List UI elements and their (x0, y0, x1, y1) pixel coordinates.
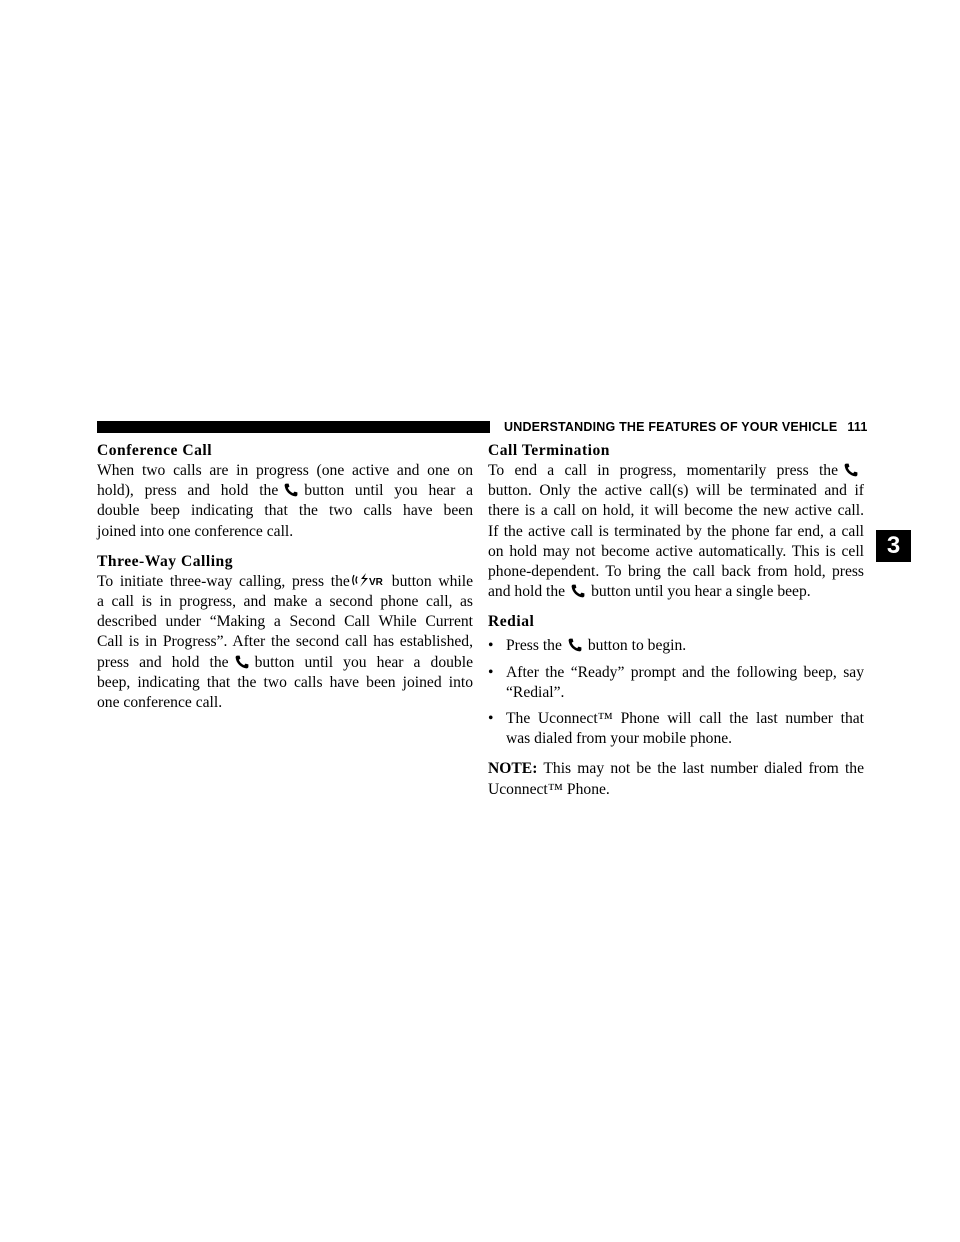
bullet: • (488, 663, 494, 681)
text-line: “Redial”. (506, 683, 565, 701)
text-line: Call is in Progress”. After the second call has established, (97, 633, 473, 651)
left-column (97, 441, 473, 713)
text-line: on hold may not become active automatically. This is cell (488, 542, 864, 560)
phone-icon (571, 584, 585, 598)
right-column (488, 441, 864, 800)
paragraph-three-way-calling (97, 572, 473, 713)
header-rule (97, 421, 490, 433)
text-line: If the active call is terminated by the phone far end, a call (488, 522, 864, 540)
text-line (488, 759, 864, 779)
bullet: • (488, 637, 494, 655)
header-title: UNDERSTANDING THE FEATURES OF YOUR VEHICLE (504, 420, 838, 434)
vr-icon-label: VR (368, 576, 383, 588)
section-tab: 3 (876, 530, 911, 562)
text-line: button. Only the active call(s) will be terminated and if (488, 482, 864, 500)
paragraph-call-termination (488, 461, 864, 602)
text-line: one conference call. (97, 694, 223, 712)
text-span: Press the (506, 637, 562, 655)
running-header (504, 418, 870, 436)
text-line: After the “Ready” prompt and the following beep, say (506, 663, 864, 681)
list-item (488, 709, 864, 749)
list-item (488, 663, 864, 703)
text-span: This may not be the last number dialed from the (543, 760, 864, 778)
heading-call-termination: Call Termination (488, 442, 610, 459)
text-span: button until you hear a double (254, 653, 473, 671)
phone-icon (284, 483, 298, 497)
text-span: To end a call in progress, momentarily press the (488, 462, 838, 479)
bullet: • (488, 710, 494, 728)
text-line: there is a call on hold, it will become the new active call. (488, 502, 864, 520)
text-line: joined into one conference call. (97, 522, 294, 540)
text-line: double beep indicating that the two calls have been (97, 502, 473, 520)
text-line (97, 653, 473, 673)
note (488, 759, 864, 799)
text-line: The Uconnect™ Phone will call the last number that (506, 710, 864, 728)
phone-icon (568, 638, 582, 652)
text-span: and hold the (488, 583, 566, 601)
page-number: 111 (847, 420, 868, 434)
text-span: button to begin. (587, 637, 687, 655)
voice-recognition-icon (352, 572, 388, 588)
text-line: a call is in progress, and make a second phone call, as (97, 593, 473, 611)
text-line: beep, indicating that the two calls have been joined into (97, 673, 473, 691)
text-span: hold), press and hold the (97, 482, 279, 500)
heading-three-way-calling: Three-Way Calling (97, 552, 233, 570)
redial-steps (488, 636, 864, 749)
text-span: press and hold the (97, 653, 229, 671)
paragraph-conference-call (97, 461, 473, 542)
phone-icon (844, 463, 858, 477)
text-line: When two calls are in progress (one active and one on (97, 462, 473, 479)
text-span: button while (391, 572, 473, 590)
list-item (488, 636, 864, 656)
phone-icon (235, 655, 249, 669)
text-line (97, 572, 473, 592)
text-line: described under “Making a Second Call While Current (97, 613, 473, 631)
text-line: was dialed from your mobile phone. (506, 730, 733, 748)
text-line: Uconnect™ Phone. (488, 780, 610, 798)
text-line (97, 481, 473, 501)
text-span: button until you hear a (304, 482, 473, 500)
text-span: To initiate three-way calling, press the (97, 572, 350, 590)
note-label: NOTE: (488, 760, 538, 778)
heading-redial: Redial (488, 613, 535, 631)
text-line: phone-dependent. To bring the call back from hold, press (488, 563, 864, 581)
text-span: button until you hear a single beep. (591, 583, 811, 601)
heading-conference-call: Conference Call (97, 442, 213, 459)
text-line (488, 582, 864, 602)
text-line (488, 461, 864, 481)
